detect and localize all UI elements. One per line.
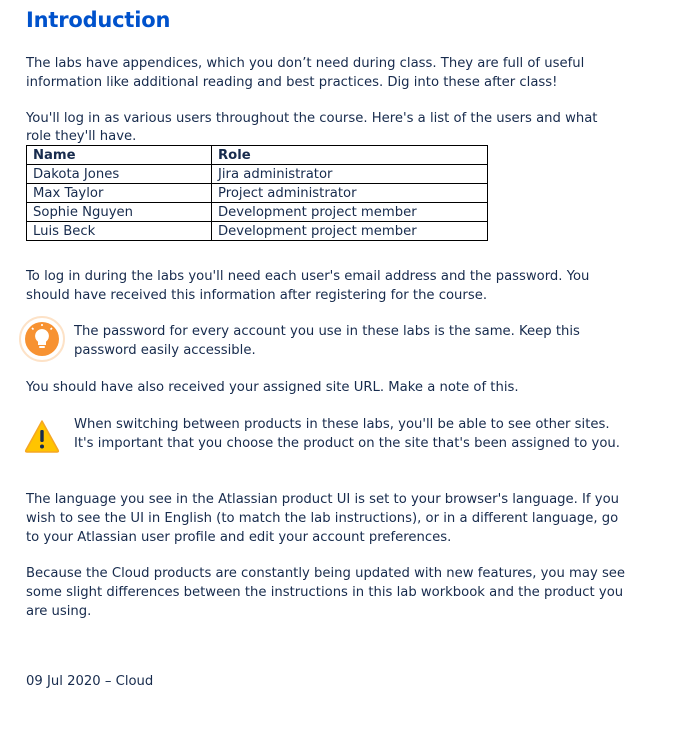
site-url-paragraph: You should have also received your assigned site URL. Make a note of this.: [26, 380, 519, 395]
user-name-cell: Sophie Nguyen: [27, 203, 212, 222]
user-name-cell: Max Taylor: [27, 184, 212, 203]
user-role-cell: Development project member: [212, 203, 488, 222]
column-header-name: Name: [27, 146, 212, 165]
table-row: [27, 165, 488, 184]
user-role-cell: Development project member: [212, 222, 488, 241]
column-header-role: Role: [212, 146, 488, 165]
users-table: [26, 145, 488, 241]
page-footer: 09 Jul 2020 – Cloud: [26, 674, 154, 689]
user-name-cell: Dakota Jones: [27, 165, 212, 184]
warning-callout: [26, 415, 626, 453]
warning-icon: [24, 419, 60, 457]
table-header-row: [27, 146, 488, 165]
document-page: [26, 6, 646, 689]
table-row: [27, 203, 488, 222]
login-paragraph: To log in during the labs you'll need each user's email address and the password. You should have received this information after registering for the course.: [26, 269, 590, 303]
user-role-cell: Jira administrator: [212, 165, 488, 184]
user-name-cell: Luis Beck: [27, 222, 212, 241]
appendices-paragraph: The labs have appendices, which you don’t need during class. They are full of useful information like additional reading and best practices. Dig into these after class!: [26, 56, 585, 90]
table-row: [27, 184, 488, 203]
lightbulb-icon: [18, 315, 66, 367]
page-title: Introduction: [26, 8, 171, 32]
tip-callout: [26, 322, 626, 360]
user-role-cell: Project administrator: [212, 184, 488, 203]
table-row: [27, 222, 488, 241]
tip-text: The password for every account you use in these labs is the same. Keep this password easily accessible.: [74, 324, 580, 358]
warning-text: When switching between products in these labs, you'll be able to see other sites. It's important that you choose the product on the site that's been assigned to you.: [74, 417, 620, 451]
language-paragraph: The language you see in the Atlassian product UI is set to your browser's language. If you wish to see the UI in English (to match the lab instructions), or in a different language, go to your Atlassian user profile and edit your account preferences.: [26, 492, 619, 545]
users-intro-paragraph: You'll log in as various users throughout the course. Here's a list of the users and what role they'll have.: [26, 111, 598, 144]
updates-paragraph: Because the Cloud products are constantly being updated with new features, you may see some slight differences between the instructions in this lab workbook and the product you are using.: [26, 566, 626, 619]
